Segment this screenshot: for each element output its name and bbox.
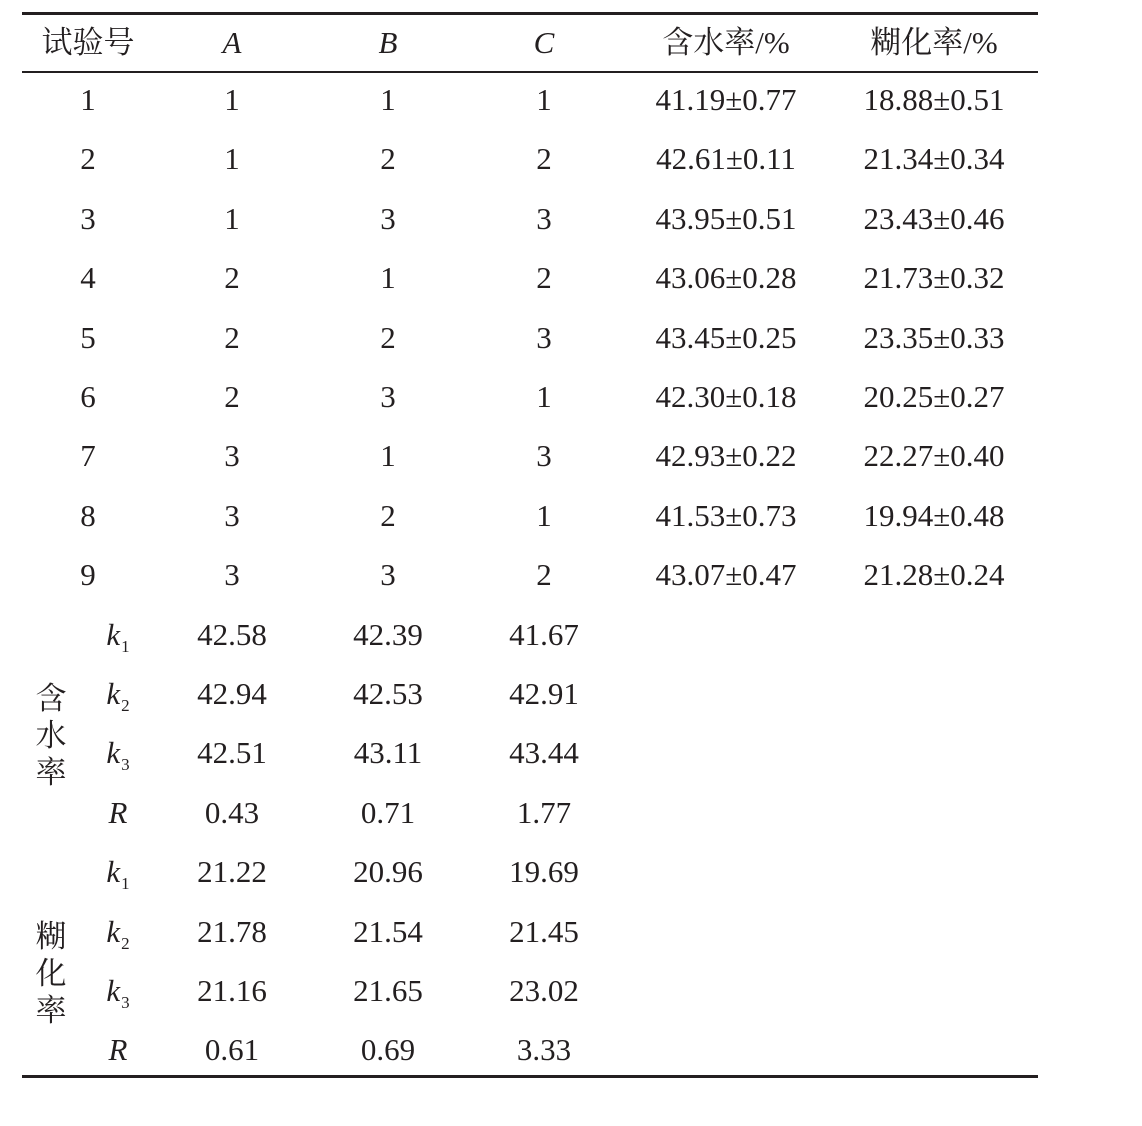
stat-value-cell: 41.67	[509, 616, 579, 652]
table-cell: 2	[224, 379, 240, 414]
stat-value-cell: 21.78	[197, 913, 267, 949]
stat-value-cell: 42.58	[197, 616, 267, 652]
group-label-char: 含	[35, 680, 67, 716]
stat-symbol-subscript: 3	[121, 993, 130, 1012]
table-cell: 42.30±0.18	[655, 379, 797, 414]
group-label-char: 水	[35, 717, 67, 753]
stat-value-cell: 42.51	[197, 735, 267, 771]
stat-value-cell: 42.39	[353, 616, 423, 652]
table-cell: 2	[536, 557, 552, 593]
table-cell: 22.27±0.40	[863, 438, 1005, 474]
stat-value-cell: 42.94	[197, 676, 267, 711]
table-cell: 3	[536, 319, 552, 355]
trial-number-cell: 5	[80, 319, 96, 355]
stat-symbol-subscript: 1	[121, 636, 130, 656]
stat-symbol-letter: k	[106, 616, 121, 652]
stat-symbol-letter: k	[106, 913, 121, 949]
table-cell: 41.53±0.73	[655, 497, 797, 533]
table-cell: 43.45±0.25	[655, 319, 797, 355]
table-cell: 20.25±0.27	[863, 379, 1005, 414]
table-cell: 2	[380, 319, 396, 355]
stat-symbol	[109, 1030, 128, 1070]
table-cell: 23.43±0.46	[863, 200, 1005, 236]
table-top-rule	[22, 12, 1038, 15]
table-cell: 2	[224, 260, 240, 296]
table-cell: 3	[380, 379, 396, 414]
stat-symbol	[106, 674, 129, 714]
table-cell: 1	[536, 497, 552, 533]
table-cell: 3	[380, 557, 396, 593]
stat-symbol	[106, 852, 129, 892]
stat-value-cell: 23.02	[509, 973, 579, 1008]
trial-number-cell: 7	[80, 438, 96, 474]
table-cell: 43.95±0.51	[655, 200, 797, 236]
table-cell: 1	[536, 379, 552, 414]
table-cell: 3	[224, 497, 240, 533]
table-cell: 43.07±0.47	[655, 557, 797, 593]
table-cell: 2	[224, 319, 240, 355]
stat-symbol	[106, 733, 129, 773]
stat-value-cell: 1.77	[516, 794, 572, 830]
table-header-rule	[22, 71, 1038, 73]
table-cell: 3	[224, 438, 240, 474]
stat-symbol-letter: k	[106, 676, 121, 711]
table-cell: 1	[536, 82, 552, 117]
stat-value-cell: 21.22	[197, 854, 267, 890]
stat-value-cell: 42.53	[353, 676, 423, 711]
table-cell: 3	[224, 557, 240, 593]
table-cell: 1	[224, 82, 240, 117]
stat-value-cell: 21.45	[509, 913, 579, 949]
stat-symbol-letter: R	[108, 1032, 128, 1068]
stat-symbol-subscript: 2	[121, 696, 130, 715]
stat-value-cell: 42.91	[509, 676, 579, 711]
stat-symbol-subscript: 1	[121, 874, 130, 894]
stat-symbol	[106, 615, 129, 655]
table-cell: 21.28±0.24	[863, 557, 1005, 593]
trial-number-cell: 8	[80, 497, 96, 533]
trial-number-cell: 6	[80, 379, 96, 414]
stat-symbol-letter: k	[106, 854, 121, 890]
stat-symbol-subscript: 2	[121, 933, 130, 953]
table-cell: 2	[380, 141, 396, 177]
table-cell: 19.94±0.48	[863, 497, 1005, 533]
stat-value-cell: 0.61	[204, 1032, 260, 1068]
header-trial-no: 试验号	[41, 25, 135, 60]
table-cell: 18.88±0.51	[863, 82, 1005, 117]
table-cell: 41.19±0.77	[655, 82, 797, 117]
stat-symbol-letter: k	[106, 735, 121, 771]
table-cell: 42.93±0.22	[655, 438, 797, 474]
stat-value-cell: 0.43	[204, 794, 260, 830]
header-factor-b: B	[378, 25, 398, 60]
stat-symbol	[109, 793, 128, 833]
trial-number-cell: 1	[80, 82, 96, 117]
stat-value-cell: 21.16	[197, 973, 267, 1008]
table-cell: 21.73±0.32	[863, 260, 1005, 296]
stat-value-cell: 19.69	[509, 854, 579, 890]
table-cell: 1	[380, 260, 396, 296]
stat-value-cell: 0.71	[360, 794, 416, 830]
trial-number-cell: 9	[80, 557, 96, 593]
stat-value-cell: 21.65	[353, 973, 423, 1008]
stat-value-cell: 21.54	[353, 913, 423, 949]
stat-symbol	[106, 971, 129, 1011]
stat-value-cell: 3.33	[516, 1032, 572, 1068]
stat-symbol-letter: k	[106, 973, 121, 1008]
stat-symbol	[106, 912, 129, 952]
stat-symbol-letter: R	[108, 794, 128, 830]
group-label-gelatinization	[34, 918, 68, 1029]
stat-value-cell: 20.96	[353, 854, 423, 890]
group-label-char: 糊	[35, 918, 67, 954]
header-moisture: 含水率/%	[662, 25, 790, 60]
stat-value-cell: 43.44	[509, 735, 579, 771]
stat-value-cell: 0.69	[360, 1032, 416, 1068]
table-cell: 42.61±0.11	[656, 141, 796, 177]
stat-value-cell: 43.11	[353, 735, 423, 771]
table-cell: 3	[380, 200, 396, 236]
trial-number-cell: 4	[80, 260, 96, 296]
table-cell: 2	[536, 141, 552, 177]
table-bottom-rule	[22, 1075, 1038, 1078]
group-label-char: 化	[35, 955, 67, 991]
table-cell: 1	[380, 82, 396, 117]
header-factor-c: C	[533, 25, 555, 60]
group-label-char: 率	[35, 992, 67, 1028]
table-cell: 3	[536, 438, 552, 474]
group-label-char: 率	[35, 754, 67, 790]
stat-symbol-subscript: 3	[121, 755, 130, 775]
table-cell: 3	[536, 200, 552, 236]
header-gelatinization: 糊化率/%	[870, 25, 998, 60]
table-cell: 23.35±0.33	[863, 319, 1005, 355]
table-cell: 1	[224, 141, 240, 177]
group-label-moisture	[34, 680, 68, 791]
table-cell: 2	[536, 260, 552, 296]
table-cell: 1	[380, 438, 396, 474]
trial-number-cell: 2	[80, 141, 96, 177]
table-cell: 21.34±0.34	[863, 141, 1005, 177]
table-cell: 2	[380, 497, 396, 533]
trial-number-cell: 3	[80, 200, 96, 236]
header-factor-a: A	[222, 25, 242, 60]
table-cell: 1	[224, 200, 240, 236]
table-cell: 43.06±0.28	[655, 260, 797, 296]
